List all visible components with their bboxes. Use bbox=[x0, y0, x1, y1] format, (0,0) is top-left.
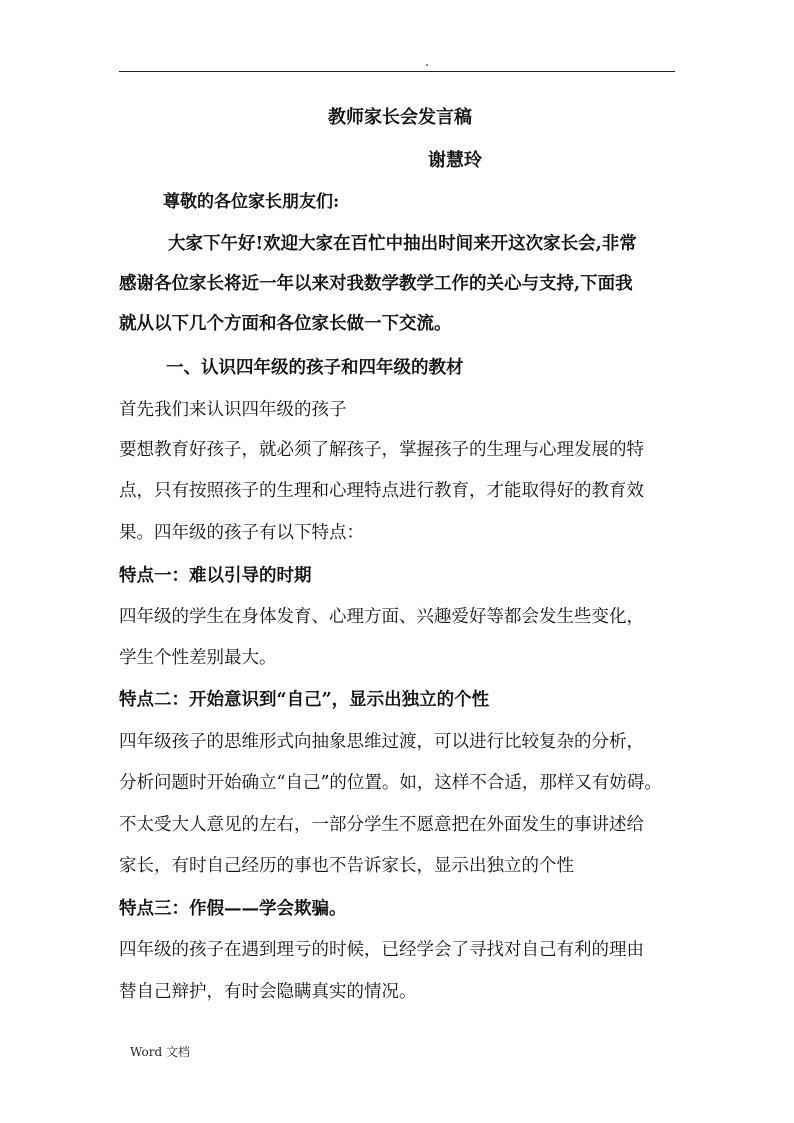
trait3-heading: 特点三：作假——学会欺骗。 bbox=[119, 899, 347, 919]
header-dot bbox=[426, 64, 428, 66]
header-rule bbox=[119, 71, 675, 72]
intro-line-2: 感谢各位家长将近一年以来对我数学教学工作的关心与支持,下面我 bbox=[119, 274, 633, 294]
section1-body-line-1: 要想教育好孩子，就必须了解孩子，掌握孩子的生理与心理发展的特 bbox=[119, 440, 644, 460]
greeting: 尊敬的各位家长朋友们: bbox=[163, 192, 340, 212]
trait3-body-line-1: 四年级的孩子在遇到理亏的时候，已经学会了寻找对自己有利的理由 bbox=[119, 940, 644, 960]
trait3-body-line-2: 替自己辩护，有时会隐瞒真实的情况。 bbox=[119, 982, 417, 1002]
trait2-body-line-3: 不太受大人意见的左右，一部分学生不愿意把在外面发生的事讲述给 bbox=[119, 815, 644, 835]
document-title: 教师家长会发言稿 bbox=[328, 107, 472, 128]
intro-line-1: 大家下午好!欢迎大家在百忙中抽出时间来开这次家长会,非常 bbox=[168, 234, 637, 254]
section1-body-line-3: 果。四年级的孩子有以下特点： bbox=[119, 523, 364, 543]
trait1-body-line-2: 学生个性差别最大。 bbox=[119, 648, 277, 668]
trait2-body-line-2: 分析问题时开始确立“自己”的位置。如，这样不合适，那样又有妨碍。 bbox=[119, 773, 662, 793]
section1-heading: 一、认识四年级的孩子和四年级的教材 bbox=[166, 358, 464, 378]
section1-body-line-2: 点，只有按照孩子的生理和心理特点进行教育，才能取得好的教育效 bbox=[119, 481, 644, 501]
trait2-body-line-4: 家长，有时自己经历的事也不告诉家长，显示出独立的个性 bbox=[119, 856, 574, 876]
document-author: 谢慧玲 bbox=[428, 150, 482, 171]
trait2-body-line-1: 四年级孩子的思维形式向抽象思维过渡，可以进行比较复杂的分析， bbox=[119, 732, 644, 752]
trait1-body-line-1: 四年级的学生在身体发育、心理方面、兴趣爱好等都会发生些变化， bbox=[119, 607, 644, 627]
trait2-heading: 特点二：开始意识到“自己”，显示出独立的个性 bbox=[119, 690, 490, 710]
section1-subheading: 首先我们来认识四年级的孩子 bbox=[119, 400, 347, 420]
intro-line-3: 就从以下几个方面和各位家长做一下交流。 bbox=[119, 314, 452, 334]
footer-label: Word 文档 bbox=[130, 1045, 190, 1059]
trait1-heading: 特点一：难以引导的时期 bbox=[119, 566, 312, 586]
